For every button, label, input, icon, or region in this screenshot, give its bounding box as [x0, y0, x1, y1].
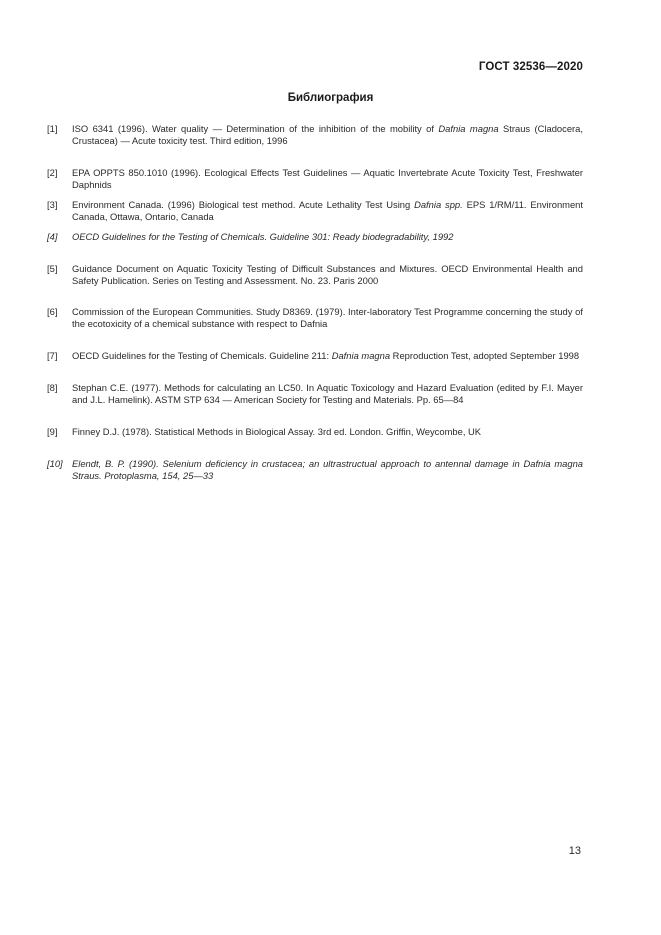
bibliography-title: Библиография	[287, 92, 374, 104]
reference-number: [9]	[47, 426, 58, 437]
reference-text: Finney D.J. (1978). Statistical Methods in Biological Assay. 3rd ed. London. Griffin, Weycombe, UK	[72, 426, 482, 437]
reference-text: Commission of the European Communities. Study D8369. (1979). Inter-laboratory Test Programme concerning the study of the ecotoxicity of a chemical substance with respect to Dafnia	[72, 306, 583, 330]
reference-text: OECD Guidelines for the Testing of Chemicals. Guideline 301: Ready biodegradability, 1992	[72, 231, 454, 242]
reference-number: [3]	[47, 199, 58, 210]
reference-text: ISO 6341 (1996). Water quality — Determination of the inhibition of the mobility of Dafnia magna Straus (Cladocera, Crustacea) — Acute toxicity test. Third edition, 1996	[72, 123, 583, 147]
reference-number: [10]	[47, 458, 63, 469]
reference-text: EPA OPPTS 850.1010 (1996). Ecological Effects Test Guidelines — Aquatic Invertebrate Acute Toxicity Test, Freshwater Daphnids	[72, 167, 583, 191]
reference-number: [6]	[47, 306, 58, 317]
reference-number: [1]	[47, 123, 58, 134]
reference-text: Elendt, B. P. (1990). Selenium deficiency in crustacea; an ultrastructual approach to antennal damage in Dafnia magna Straus. Protoplasma, 154, 25—33	[72, 458, 583, 482]
reference-number: [2]	[47, 167, 58, 178]
page-number: 13	[568, 845, 581, 857]
document-standard-header: ГОСТ 32536—2020	[478, 61, 583, 73]
reference-text: Stephan C.E. (1977). Methods for calculating an LC50. In Aquatic Toxicology and Hazard Evaluation (edited by F.I. Mayer and J.L. Hamelink). ASTM STP 634 — American Society for Testing and Materials. Pp. 65—84	[72, 382, 583, 406]
reference-number: [7]	[47, 350, 58, 361]
reference-text: Environment Canada. (1996) Biological test method. Acute Lethality Test Using Dafnia spp. EPS 1/RM/11. Environment Canada, Ottawa, Ontario, Canada	[72, 199, 584, 223]
reference-number: [8]	[47, 382, 58, 393]
reference-number: [4]	[47, 231, 58, 242]
reference-text: Guidance Document on Aquatic Toxicity Testing of Difficult Substances and Mixtures. OECD Environmental Health and Safety Publication. Series on Testing and Assessment. No. 23. Paris 2000	[72, 263, 583, 287]
reference-number: [5]	[47, 263, 58, 274]
reference-text: OECD Guidelines for the Testing of Chemicals. Guideline 211: Dafnia magna Reproduction Test, adopted September 1998	[72, 350, 580, 361]
